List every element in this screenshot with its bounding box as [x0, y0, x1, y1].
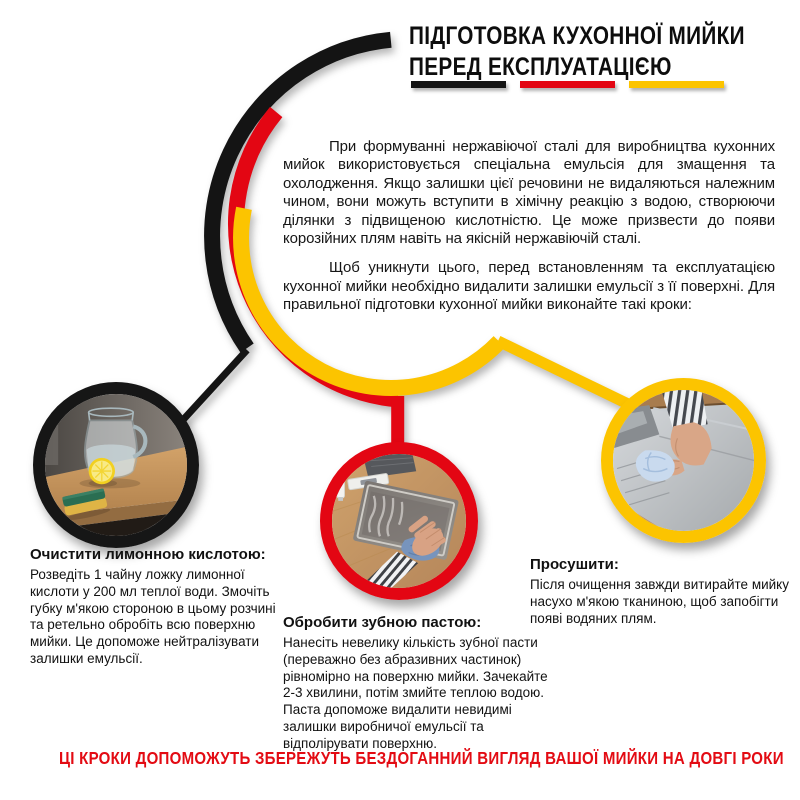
toothpaste-sink-photo [332, 454, 466, 588]
step-2-text [283, 614, 551, 753]
step-2-heading: Обробити зубною пастою: [283, 614, 482, 631]
black-bar [411, 81, 506, 88]
page-title-line1: ПІДГОТОВКА КУХОННОЇ МИЙКИ [409, 22, 745, 50]
step-3-heading: Просушити: [530, 556, 619, 573]
page-title-line2: ПЕРЕД ЕКСПЛУАТАЦІЄЮ [409, 53, 672, 81]
red-bar [520, 81, 615, 88]
footer-note [0, 748, 800, 769]
yellow-connector-line [498, 341, 628, 404]
step-3-body: Після очищення завжди витирайте мийку насухо м'якою тканиною, щоб запобігти появі водяних плям. [530, 577, 789, 626]
step-1-text [30, 546, 284, 668]
step-3-photo [601, 378, 766, 543]
page-title [409, 21, 800, 83]
title-underline-bars [411, 81, 724, 88]
yellow-bar [629, 81, 724, 88]
drying-sink-photo [613, 390, 754, 531]
intro-text [283, 138, 775, 326]
intro-paragraph-2: Щоб уникнути цього, перед встановленням та експлуатацією кухонної мийки необхідно видалити залишки емульсії з її поверхні. Для правильної підготовки кухонної мийки виконайте такі кроки: [283, 259, 775, 314]
step-2-body: Нанесіть невелику кількість зубної пасти (переважно без абразивних частинок) рівномірно на поверхню мийки. Зачекайте 2-3 хвилини, потім змийте теплою водою. Паста допоможе видалити невидимі залишки виробничої емульсії та відполірувати поверхню. [283, 635, 548, 751]
intro-paragraph-1: При формуванні нержавіючої сталі для виробництва кухонних мийок використовується спеціальна емульсія для змащення та охолодження. Якщо залишки цієї речовини не видаляються належним чином, вони можуть вступити в хімічну реакцію з водою, створюючи ділянки з підвищеною кислотністю. Це може призвести до появи корозійних плям навіть на якісній нержавіючій сталі. [283, 138, 775, 248]
black-connector-line [182, 350, 247, 421]
step-2-photo [320, 442, 478, 600]
step-1-body: Розведіть 1 чайну ложку лимонної кислоти у 200 мл теплої води. Змочіть губку м'якою стороною в цьому розчині та ретельно обробіть всю поверхню мийки. Це допоможе нейтралізувати залишки емульсії. [30, 567, 276, 666]
jug-lemon-sponge-photo [45, 394, 187, 536]
step-1-heading: Очистити лимонною кислотою: [30, 546, 266, 563]
footer-note-text: ЦІ КРОКИ ДОПОМОЖУТЬ ЗБЕРЕЖУТЬ БЕЗДОГАННИЙ ВИГЛЯД ВАШОЇ МИЙКИ НА ДОВГІ РОКИ [58, 748, 784, 768]
step-1-photo [33, 382, 199, 548]
step-3-text [530, 556, 790, 627]
